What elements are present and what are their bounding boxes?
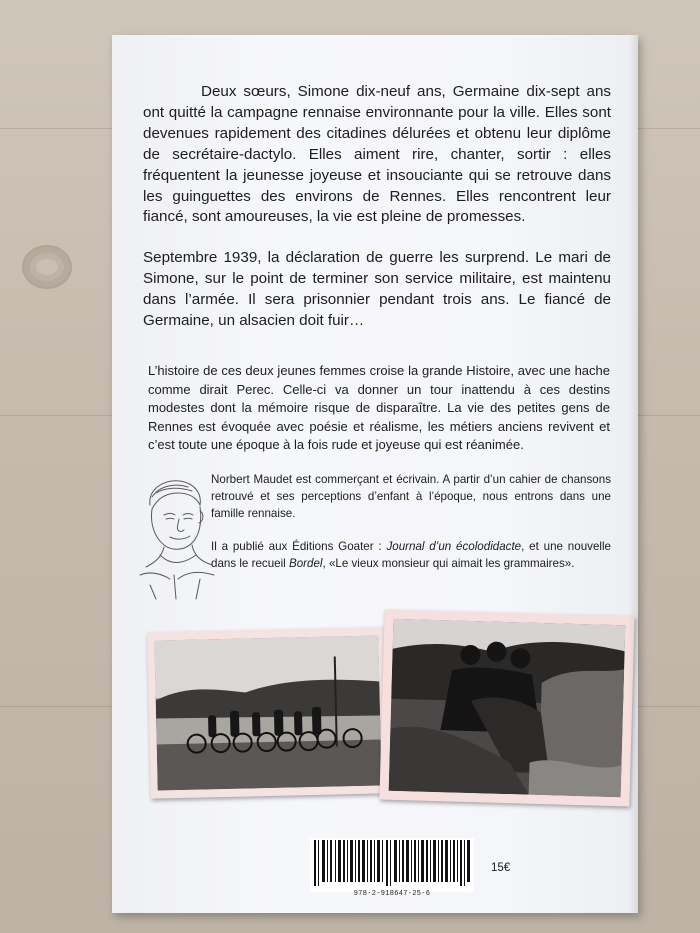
wood-knot <box>22 245 72 289</box>
publication-title-1: Journal d’un écolodidacte <box>386 540 522 553</box>
publications-mid: , et une nouvelle dans le recueil <box>211 540 611 570</box>
isbn-number: 978-2-918647-25-6 <box>353 890 431 898</box>
vintage-photo-cyclists <box>147 627 389 798</box>
author-publications <box>211 539 611 573</box>
barcode <box>310 838 474 892</box>
book-back-cover <box>112 35 638 913</box>
publications-intro: Il a publié aux Éditions Goater : <box>211 540 387 553</box>
summary-paragraph: L’histoire de ces deux jeunes femmes croise la grande Histoire, avec une hache comme dirait Perec. Celle-ci va donner un tour inattendu à ces destins modestes dont la mémoire risque de disparaître. La vie des petites gens de Rennes est évoquée avec poésie et réalisme, les métiers anciens revivent et c’est toute une époque à la fois rude et joyeuse qui est réanimée. <box>148 363 610 452</box>
price-label: 15€ <box>491 862 511 874</box>
publications-end: , «Le vieux monsieur qui aimait les grammaires». <box>322 556 575 570</box>
blurb-paragraph-2: Septembre 1939, la déclaration de guerre les surprend. Le mari de Simone, sur le point de terminer son service militaire, est maintenu dans l’armée. Il sera prisonnier pendant trois ans. Le fiancé de Germaine, un alsacien doit fuir… <box>143 249 611 329</box>
blurb-paragraph-1: Deux sœurs, Simone dix-neuf ans, Germaine dix-sept ans ont quitté la campagne rennaise environnante pour la ville. Elles sont devenues rapidement des citadines délurées et obtenu leur diplôme de secrétaire-dactylo. Elles aiment rire, chanter, sortir : elles fréquentent la jeunesse joyeuse et insouciante qui se retrouve dans les guinguettes des environs de Rennes. Elles rencontrent leur fiancé, sont amoureuses, la vie est pleine de promesses. <box>143 83 611 226</box>
author-portrait-sketch <box>130 475 216 600</box>
vintage-photo-group <box>379 610 634 807</box>
publication-title-2: Bordel <box>288 556 323 570</box>
author-bio: Norbert Maudet est commerçant et écrivain. A partir d’un cahier de chansons retrouvé et ses perceptions d’enfant à l’époque, nous entrons dans une famille rennaise. <box>211 473 611 520</box>
